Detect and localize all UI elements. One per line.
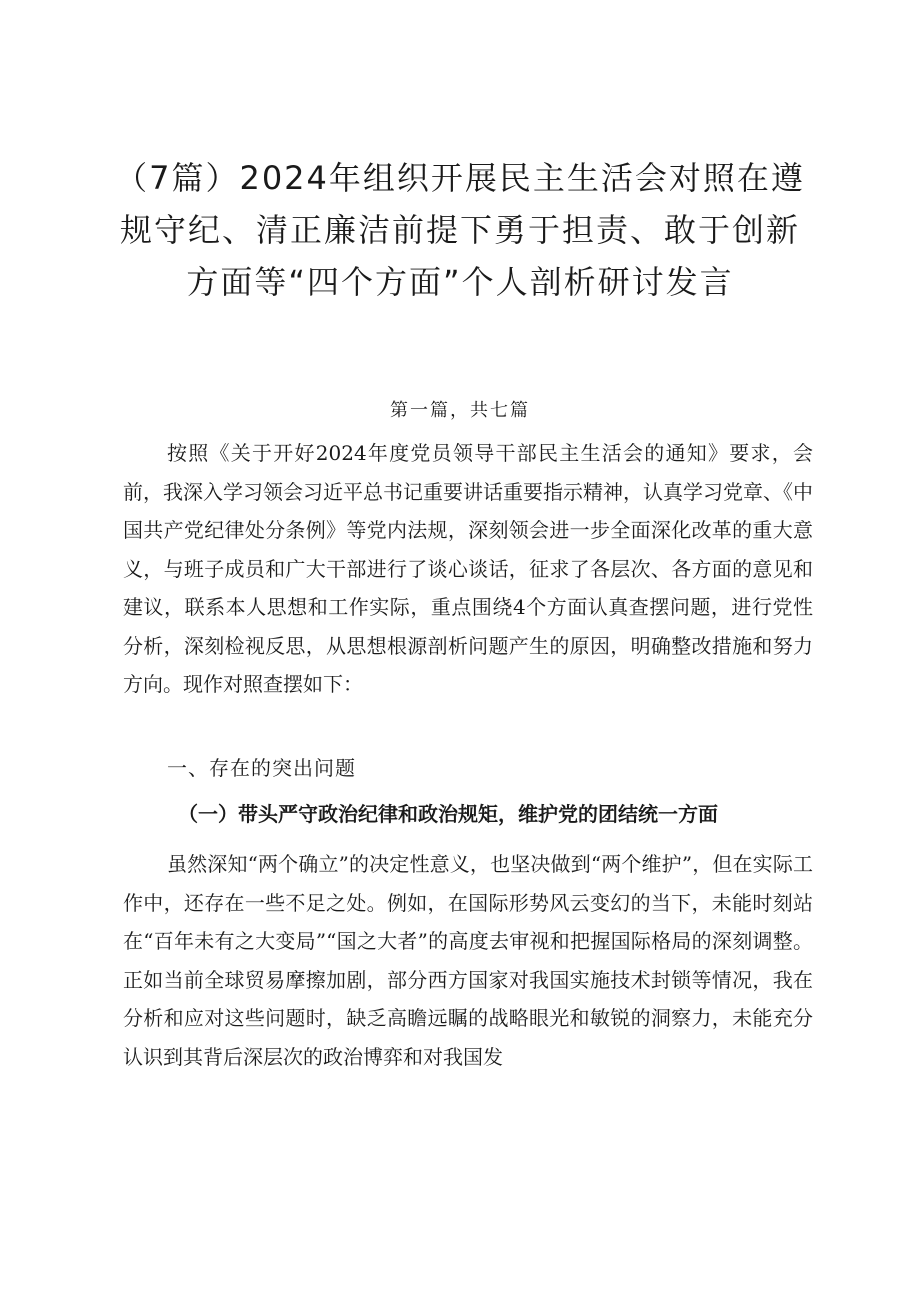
part-label: 第一篇，共七篇 xyxy=(390,400,530,421)
body-paragraph: 虽然深知“两个确立”的决定性意义，也坚决做到“两个维护”，但在实际工作中，还存在一些不足之处。例如，在国际形势风云变幻的当下，未能时刻站在“百年未有之大变局”“国之大者”的高度去审视和把握国际格局的深刻调整。正如当前全球贸易摩擦加剧，部分西方国家对我国实施技术封锁等情况，我在分析和应对这些问题时，缺乏高瞻远瞩的战略眼光和敏锐的洞察力，未能充分认识到其背后深层次的政治博弈和对我国发 xyxy=(123,852,813,1069)
document-title xyxy=(100,152,820,308)
title-line-2: 规守纪、清正廉洁前提下勇于担责、敢于创新 xyxy=(119,211,800,249)
subsection-heading: （一）带头严守政治纪律和政治规矩，维护党的团结统一方面 xyxy=(178,802,718,826)
title-line-3: 方面等“四个方面”个人剖析研讨发言 xyxy=(186,263,734,301)
section-heading: 一、存在的突出问题 xyxy=(167,756,356,780)
intro-paragraph: 按照《关于开好2024年度党员领导干部民主生活会的通知》要求，会前，我深入学习领会习近平总书记重要讲话重要指示精神，认真学习党章、《中国共产党纪律处分条例》等党内法规，深刻领会进一步全面深化改革的重大意义，与班子成员和广大干部进行了谈心谈话，征求了各层次、各方面的意见和建议，联系本人思想和工作实际，重点围绕4个方面认真查摆问题，进行党性分析，深刻检视反思，从思想根源剖析问题产生的原因，明确整改措施和努力方向。现作对照查摆如下： xyxy=(123,441,813,696)
title-line-1: （7篇）2024年组织开展民主生活会对照在遵 xyxy=(115,159,805,197)
